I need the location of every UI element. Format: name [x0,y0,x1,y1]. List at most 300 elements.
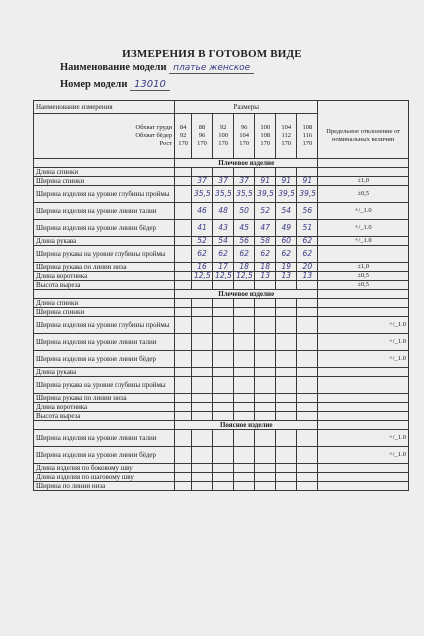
size-value [175,351,192,368]
size-value [175,299,192,308]
size-value [255,403,276,412]
size-value [213,351,234,368]
size-value [276,308,297,317]
size-value [234,334,255,351]
table-row [34,394,409,403]
size-value [234,351,255,368]
size-value [255,412,276,421]
size-value [213,464,234,473]
size-value [175,203,192,220]
size-value [255,447,276,464]
measurement-name: Ширина спинки [34,308,175,317]
size-value [255,168,276,177]
size-value [276,168,297,177]
size-value [276,464,297,473]
table-row [34,281,409,290]
size-value [255,377,276,394]
size-value [234,377,255,394]
size-chest: 100 [260,124,271,131]
measurement-name: Ширина рукава на уровне глубины проймы [34,246,175,263]
size-value [297,447,318,464]
size-value: 56 [234,237,255,246]
size-value: 62 [191,246,212,263]
model-number-value: 13010 [130,79,170,91]
size-value: 12,5 [191,272,212,281]
size-value [213,403,234,412]
deviation-value: +/_1.0 [318,220,409,237]
size-value: 56 [297,203,318,220]
size-value [175,317,192,334]
size-value: 41 [191,220,212,237]
size-value [297,351,318,368]
size-dimension-label: Рост [159,140,173,147]
size-value [191,412,212,421]
size-value [276,281,297,290]
deviation-value [318,412,409,421]
size-value [234,281,255,290]
deviation-value: +/_1.0 [318,430,409,447]
size-value [213,377,234,394]
size-value [255,334,276,351]
size-value: 54 [213,237,234,246]
size-value [297,473,318,482]
size-value [213,168,234,177]
size-value [191,308,212,317]
size-value: 12,5 [213,272,234,281]
size-value [191,299,212,308]
size-value [276,394,297,403]
document-title: ИЗМЕРЕНИЯ В ГОТОВОМ ВИДЕ [122,48,302,60]
size-value: 62 [234,246,255,263]
size-value [255,482,276,491]
size-value: 35,5 [234,186,255,203]
size-value: 18 [255,263,276,272]
size-value [191,334,212,351]
size-value [175,168,192,177]
size-value [175,308,192,317]
size-value: 35,5 [191,186,212,203]
size-value [297,168,318,177]
size-value [191,482,212,491]
size-value: 20 [297,263,318,272]
deviation-value [318,394,409,403]
table-row [34,334,409,351]
size-value [234,168,255,177]
table-row [34,203,409,220]
size-value: 16 [191,263,212,272]
size-chest: 96 [240,124,248,131]
section-spacer-cell [318,159,409,168]
table-row [34,186,409,203]
size-value [276,403,297,412]
deviation-value: +/_1.0 [318,447,409,464]
table-row [34,464,409,473]
size-value: 18 [234,263,255,272]
size-height: 170 [302,140,313,147]
size-value [191,430,212,447]
size-value [276,377,297,394]
size-value: 39,5 [276,186,297,203]
size-value [234,430,255,447]
section-spacer-cell [34,290,175,299]
size-chest: 104 [281,124,292,131]
deviation-value [318,403,409,412]
model-number-line [60,79,170,91]
size-value [175,220,192,237]
size-value: 91 [297,177,318,186]
size-value [255,394,276,403]
size-value [191,473,212,482]
size-dimension-label: Обхват бёдер [135,132,173,139]
size-value [234,317,255,334]
size-value [297,403,318,412]
section-spacer-cell [34,159,175,168]
size-value [234,473,255,482]
measurement-name: Ширина рукава на уровне глубины проймы [34,377,175,394]
measurement-name: Длина спинки [34,299,175,308]
size-value [276,430,297,447]
size-height: 170 [260,140,271,147]
size-value: 91 [276,177,297,186]
size-column-header [213,114,234,159]
size-dimension-label: Обхват груди [135,124,173,131]
size-column-header [191,114,212,159]
measurements-table [33,100,409,491]
size-value: 13 [255,272,276,281]
section-spacer-cell [34,421,175,430]
section-title: Плечевое изделие [175,159,318,168]
size-value: 37 [213,177,234,186]
size-value [297,299,318,308]
deviation-value [318,482,409,491]
table-row [34,246,409,263]
table-row [34,430,409,447]
measurement-name: Ширина спинки [34,177,175,186]
size-value [297,281,318,290]
size-value [175,334,192,351]
deviation-value: +/_1.0 [318,351,409,368]
deviation-value: +/_1.0 [318,317,409,334]
size-value [297,412,318,421]
size-value: 13 [297,272,318,281]
size-hips: 92 [179,132,187,139]
table-row [34,377,409,394]
measurement-name: Ширина рукава по линии низа [34,263,175,272]
size-value [175,403,192,412]
size-value [213,281,234,290]
size-hips: 100 [218,132,228,139]
size-value: 19 [276,263,297,272]
size-chest: 84 [179,124,187,131]
size-value [175,237,192,246]
table-row [34,177,409,186]
table-row [34,299,409,308]
table-row [34,482,409,491]
size-value [234,308,255,317]
size-value [175,447,192,464]
size-value [191,447,212,464]
measurement-name: Ширина изделия на уровне глубины проймы [34,186,175,203]
size-value [276,412,297,421]
size-height: 170 [239,140,250,147]
sizes-header: Размеры [175,101,318,114]
size-value [213,482,234,491]
size-value [234,412,255,421]
size-value [175,186,192,203]
size-value [175,272,192,281]
size-value [234,368,255,377]
size-value [255,473,276,482]
size-value [276,447,297,464]
measurement-name: Высота выреза [34,281,175,290]
section-header-row [34,290,409,299]
measurement-name: Ширина изделия на уровне линии бёдер [34,447,175,464]
measurement-name: Длина рукава [34,368,175,377]
model-name-value: платье женское [169,63,254,74]
size-value: 43 [213,220,234,237]
measurement-name: Ширина изделия на уровне линии талии [34,203,175,220]
size-value: 62 [297,237,318,246]
size-height: 170 [218,140,228,147]
size-value [234,447,255,464]
size-value: 12,5 [234,272,255,281]
size-value: 62 [276,246,297,263]
model-number-label: Номер модели [60,79,128,90]
size-value [297,464,318,473]
table-row [34,272,409,281]
size-value [276,473,297,482]
size-value: 37 [191,177,212,186]
deviation-value: ±1,0 [318,263,409,272]
size-value [175,377,192,394]
size-hips: 96 [198,132,206,139]
deviation-value: +/_1.0 [318,203,409,220]
table-row [34,317,409,334]
size-value [234,403,255,412]
size-value: 39,5 [297,186,318,203]
section-header-row [34,159,409,168]
size-value [175,281,192,290]
size-value [297,377,318,394]
size-value [191,377,212,394]
size-value [297,430,318,447]
table-row [34,447,409,464]
deviation-value: +/_1.0 [318,334,409,351]
size-value [213,334,234,351]
size-value [191,394,212,403]
size-value [175,430,192,447]
size-value [255,368,276,377]
size-value [234,299,255,308]
section-title: Поясное изделие [175,421,318,430]
size-value [297,317,318,334]
deviation-value: ±0,5 [318,186,409,203]
model-name-label: Наименование модели [60,62,167,73]
size-value: 51 [297,220,318,237]
size-value [234,464,255,473]
size-value: 50 [234,203,255,220]
size-value [213,430,234,447]
size-value: 17 [213,263,234,272]
size-value: 45 [234,220,255,237]
size-value [175,394,192,403]
size-height: 170 [197,140,207,147]
size-value [175,473,192,482]
size-value [255,317,276,334]
section-title: Плечевое изделие [175,290,318,299]
deviation-value [318,368,409,377]
size-value [191,351,212,368]
size-value: 58 [255,237,276,246]
size-value [213,299,234,308]
size-value [213,412,234,421]
measurement-name: Длина спинки [34,168,175,177]
measurement-name: Ширина изделия на уровне линии талии [34,334,175,351]
measurement-name-header: Наименование измерения [34,101,175,114]
measurement-name: Ширина по линии низа [34,482,175,491]
table-row [34,351,409,368]
size-value: 60 [276,237,297,246]
table-row [34,308,409,317]
size-value [234,482,255,491]
size-value [276,334,297,351]
deviation-value [318,377,409,394]
size-height: 170 [281,140,292,147]
deviation-value: ±1,0 [318,177,409,186]
size-value: 52 [255,203,276,220]
size-hips: 108 [260,132,271,139]
size-value [297,368,318,377]
deviation-value [318,168,409,177]
table-row [34,368,409,377]
size-value [276,482,297,491]
size-value [213,394,234,403]
section-spacer-cell [318,290,409,299]
table-row [34,237,409,246]
size-value [255,351,276,368]
size-value [276,368,297,377]
size-dimension-labels [34,114,175,159]
measurement-name: Ширина изделия на уровне линии бёдер [34,351,175,368]
table-row [34,412,409,421]
size-height: 170 [178,140,188,147]
size-value [297,334,318,351]
measurement-name: Ширина изделия на уровне линии бёдер [34,220,175,237]
size-value [175,412,192,421]
size-value: 62 [297,246,318,263]
size-value [175,263,192,272]
size-value [276,351,297,368]
header-row [34,101,409,114]
size-value: 48 [213,203,234,220]
size-value [191,168,212,177]
size-value [175,177,192,186]
size-value [213,447,234,464]
deviation-value [318,473,409,482]
measurement-name: Ширина изделия на уровне линии талии [34,430,175,447]
size-value [297,482,318,491]
size-value: 62 [213,246,234,263]
deviation-value: ±0,5 [318,272,409,281]
measurement-name: Длина рукава [34,237,175,246]
measurement-name: Длина воротника [34,403,175,412]
size-chest: 108 [302,124,313,131]
size-value: 49 [276,220,297,237]
size-value: 52 [191,237,212,246]
size-value: 62 [255,246,276,263]
size-value [191,281,212,290]
deviation-value: +/_1.0 [318,237,409,246]
size-column-header [234,114,255,159]
size-value: 46 [191,203,212,220]
size-value: 54 [276,203,297,220]
size-hips: 104 [239,132,250,139]
size-value [297,308,318,317]
size-value [255,308,276,317]
table-row [34,403,409,412]
size-value [255,430,276,447]
size-column-header [297,114,318,159]
measurement-name: Длина изделия по шаговому шву [34,473,175,482]
size-value: 37 [234,177,255,186]
size-value [175,482,192,491]
deviation-value [318,308,409,317]
size-value: 35,5 [213,186,234,203]
size-value [191,464,212,473]
size-column-header [276,114,297,159]
deviation-value: ±0,5 [318,281,409,290]
size-value: 39,5 [255,186,276,203]
measurement-name: Длина изделия по боковому шву [34,464,175,473]
size-value [191,317,212,334]
deviation-value [318,299,409,308]
size-value [255,464,276,473]
size-value: 47 [255,220,276,237]
section-header-row [34,421,409,430]
size-value [213,317,234,334]
size-chest: 88 [198,124,206,131]
size-value [213,368,234,377]
size-value [213,473,234,482]
deviation-value [318,246,409,263]
size-value [255,299,276,308]
size-value [213,308,234,317]
size-value [175,368,192,377]
size-value: 91 [255,177,276,186]
model-name-line [60,62,254,74]
size-column-header [255,114,276,159]
size-hips: 116 [302,132,313,139]
table-row [34,263,409,272]
size-hips: 112 [281,132,292,139]
size-value [175,464,192,473]
deviation-header: Предельное отклонение от номинальных величин [318,101,409,159]
size-value [191,403,212,412]
size-value [297,394,318,403]
size-value: 13 [276,272,297,281]
size-value [191,368,212,377]
measurement-name: Высота выреза [34,412,175,421]
table-row [34,473,409,482]
size-value [175,246,192,263]
table-row [34,168,409,177]
deviation-value [318,464,409,473]
table-row [34,220,409,237]
measurement-name: Ширина изделия на уровне глубины проймы [34,317,175,334]
size-column-header [175,114,192,159]
size-value [234,394,255,403]
section-spacer-cell [318,421,409,430]
